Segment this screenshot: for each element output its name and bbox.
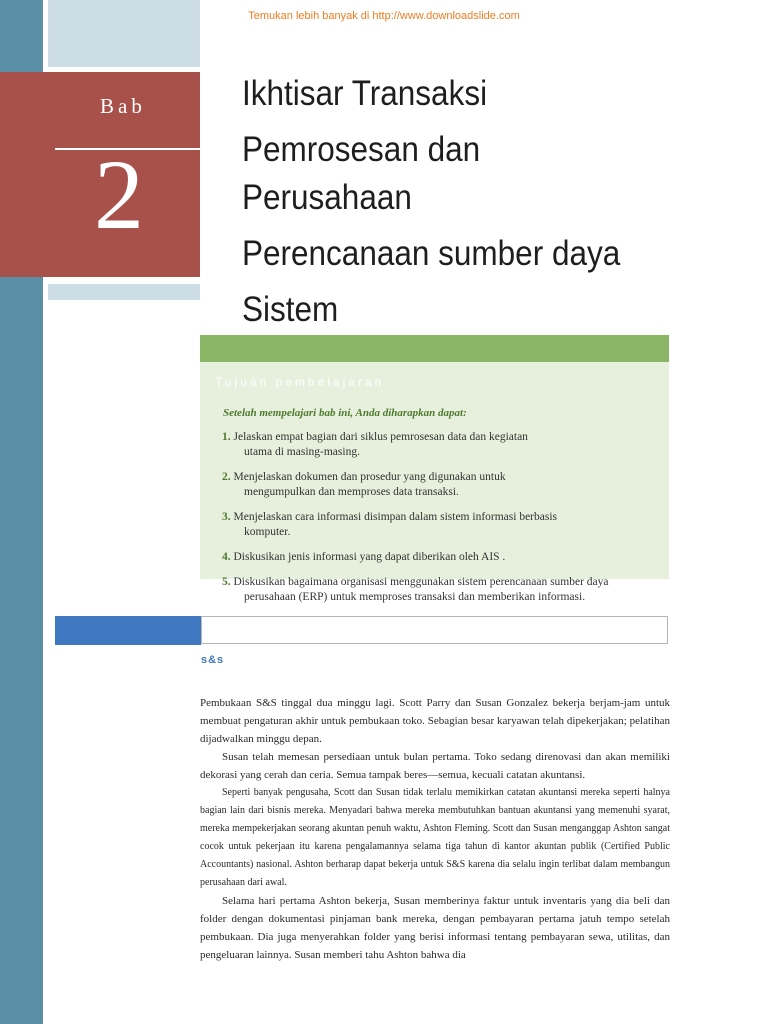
- watermark-text: Temukan lebih banyak di http://www.downloadslide.com: [248, 10, 520, 22]
- title-line-3: Perusahaan: [242, 178, 412, 217]
- title-line-2: Pemrosesan dan: [242, 130, 481, 169]
- objectives-header-bar: [200, 335, 669, 362]
- objectives-heading: Tujuan pembelajaran: [215, 375, 385, 389]
- case-label: s&s: [201, 654, 225, 666]
- top-decor-block: [48, 0, 200, 67]
- objective-text-cont: mengumpulkan dan memproses data transaksi.: [244, 486, 459, 498]
- objective-item: [222, 510, 642, 540]
- objectives-list: [222, 430, 642, 615]
- body-paragraph: Susan telah memesan persediaan untuk bulan pertama. Toko sedang direnovasi dan akan memiliki dekorasi yang cerah dan ceria. Semua tampak beres—semua, kecuali catatan akuntansi.: [200, 751, 670, 781]
- objective-text: Diskusikan bagaimana organisasi menggunakan sistem perencanaan sumber daya: [233, 576, 609, 588]
- objective-text: Diskusikan jenis informasi yang dapat diberikan oleh AIS .: [233, 551, 506, 563]
- title-line-4: Perencanaan sumber daya: [242, 234, 621, 273]
- objective-text-cont: komputer.: [244, 526, 291, 538]
- objective-number: 5.: [222, 576, 231, 588]
- objective-item: [222, 550, 642, 565]
- objective-text: Jelaskan empat bagian dari siklus pemrosesan data dan kegiatan: [233, 431, 528, 443]
- objective-item: [222, 575, 642, 605]
- objective-item: [222, 470, 642, 500]
- case-blue-bar: [55, 616, 201, 645]
- objective-number: 2.: [222, 471, 231, 483]
- body-text: [200, 694, 670, 964]
- objective-text-cont: utama di masing-masing.: [244, 446, 360, 458]
- objective-number: 1.: [222, 431, 231, 443]
- objectives-intro: Setelah mempelajari bab ini, Anda diharapkan dapat:: [223, 407, 467, 419]
- chapter-number: 2: [94, 139, 144, 250]
- objective-item: [222, 430, 642, 460]
- chapter-underline-decor: [48, 284, 200, 300]
- case-outline-box: [201, 616, 668, 644]
- objective-text: Menjelaskan dokumen dan prosedur yang digunakan untuk: [233, 471, 506, 483]
- objective-number: 4.: [222, 551, 231, 563]
- title-line-5: Sistem: [242, 290, 339, 329]
- objective-number: 3.: [222, 511, 231, 523]
- body-paragraph: Seperti banyak pengusaha, Scott dan Susan tidak terlalu memikirkan catatan akuntansi mereka seperti halnya bagian lain dari bisnis mereka. Menyadari bahwa mereka membutuhkan bantuan akuntansi yang memenuhi syarat, mereka mempekerjakan seorang akuntan penuh waktu, Ashton Fleming. Scott dan Susan menganggap Ashton sangat cocok untuk pekerjaan itu karena pengalamannya selama tiga tahun di kantor akuntan publik (Certified Public Accountants) nasional. Ashton berharap dapat bekerja untuk S&S karena dia selalu ingin terlibat dalam membangun perusahaan dari awal.: [200, 787, 670, 888]
- chapter-label: Bab: [100, 94, 146, 118]
- body-paragraph: Pembukaan S&S tinggal dua minggu lagi. Scott Parry dan Susan Gonzalez bekerja berjam-jam untuk membuat pengaturan akhir untuk pembukaan toko. Sebagian besar karyawan telah dipekerjakan; pelatihan dijadwalkan minggu depan.: [200, 697, 670, 745]
- objective-text-cont: perusahaan (ERP) untuk memproses transaksi dan memberikan informasi.: [244, 591, 586, 603]
- body-paragraph: Selama hari pertama Ashton bekerja, Susan memberinya faktur untuk inventaris yang dia beli dan folder dengan dokumentasi pinjaman bank mereka, dengan pembayaran pertama jatuh tempo setelah pembukaan. Dia juga menyerahkan folder yang berisi informasi tentang pembayaran sewa, utilitas, dan pengeluaran lainnya. Susan memberi tahu Ashton bahwa dia: [200, 895, 670, 961]
- title-line-1: Ikhtisar Transaksi: [242, 74, 488, 113]
- objective-text: Menjelaskan cara informasi disimpan dalam sistem informasi berbasis: [233, 511, 558, 523]
